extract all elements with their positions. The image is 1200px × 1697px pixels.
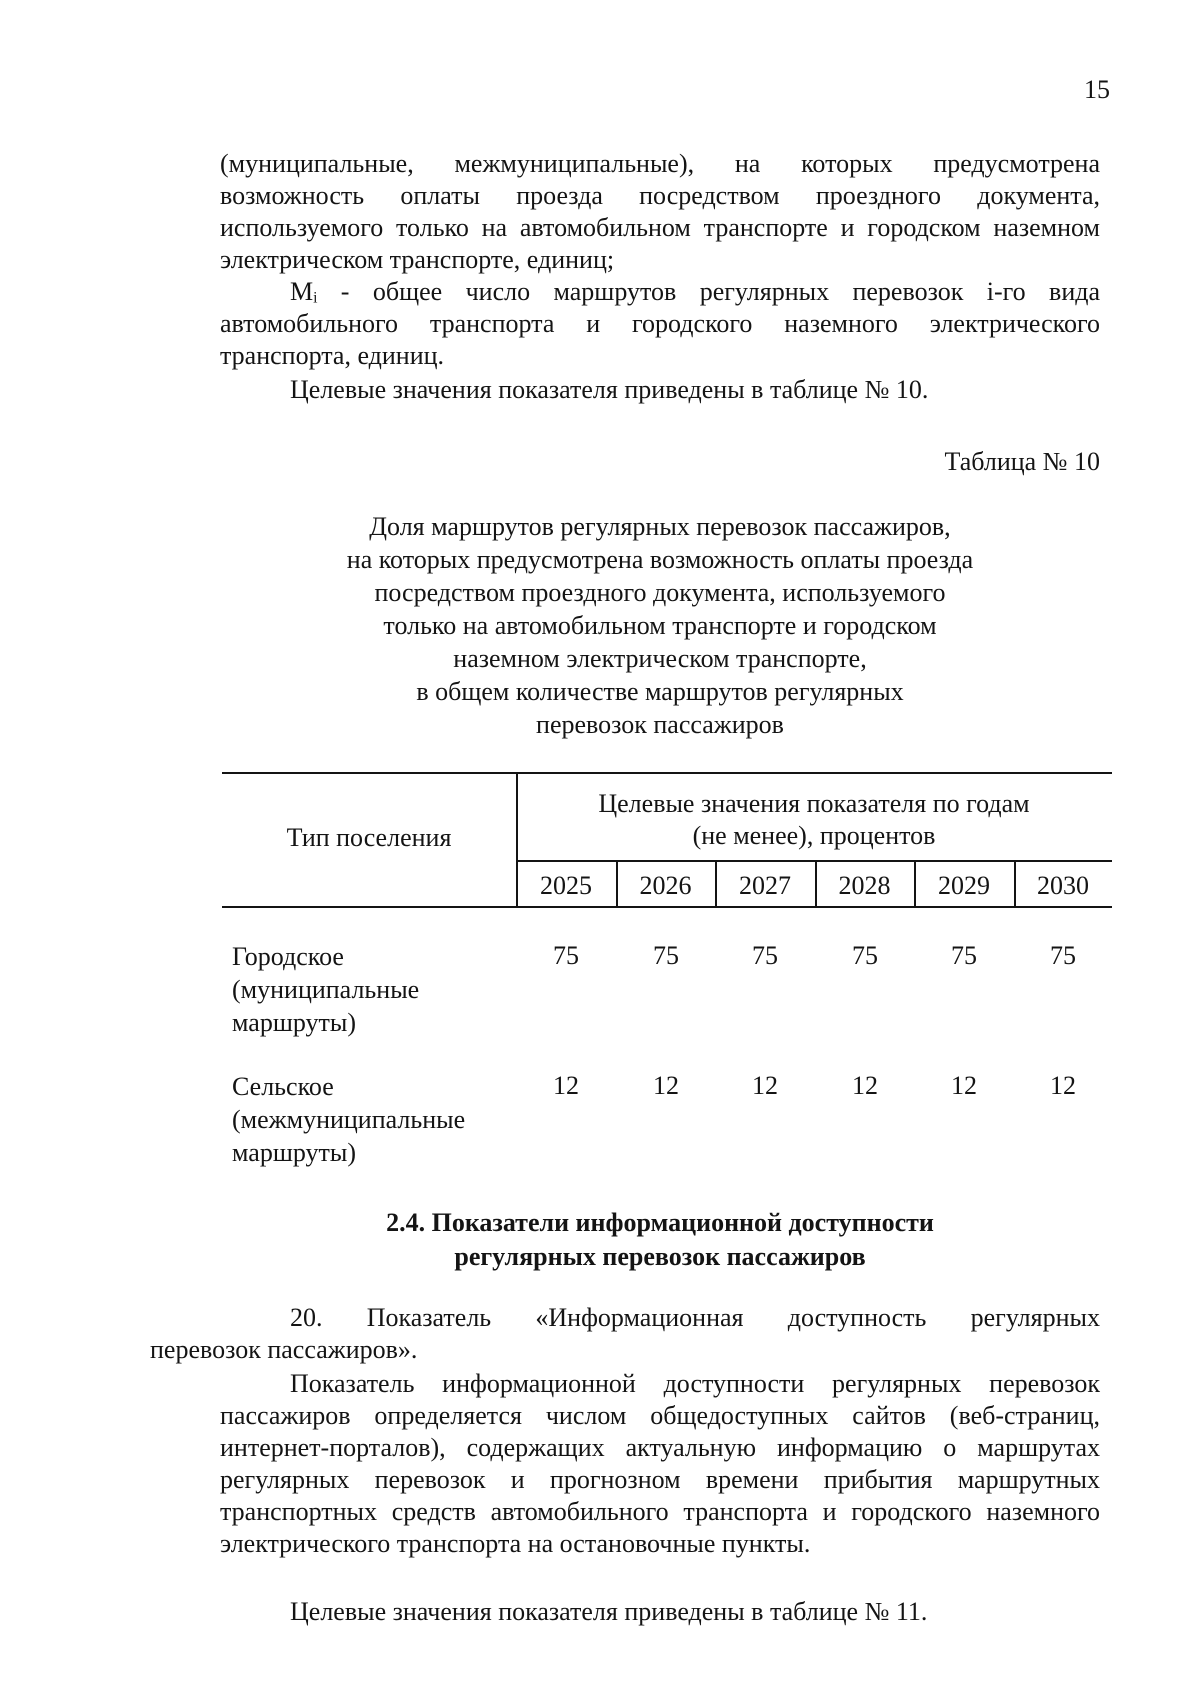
value-cell: 12 bbox=[553, 1071, 579, 1100]
header-year-2030: 2030 bbox=[1037, 871, 1089, 900]
value-cell: 12 bbox=[1050, 1071, 1076, 1100]
value-cell: 12 bbox=[951, 1071, 977, 1100]
table-top-rule bbox=[222, 772, 1112, 774]
paragraph-info-availability: Показатель информационной доступности регулярных перевозок пассажиров определяется числом общедоступных сайтов (веб-страниц, интернет-порталов), содержащих актуальную информацию о маршрутах регулярных перевозок и прогнозном времени прибытия маршрутных транспортных средств автомобильного транспорта и городского наземного электрического транспорта на остановочные пункты. bbox=[220, 1369, 1100, 1558]
row-label-line: маршруты) bbox=[232, 1138, 356, 1167]
header-year-2026: 2026 bbox=[639, 871, 692, 900]
caption-line: перевозок пассажиров bbox=[536, 710, 784, 739]
row-label-line: Сельское bbox=[232, 1072, 334, 1101]
value-cell: 12 bbox=[653, 1071, 679, 1100]
caption-line: наземном электрическом транспорте, bbox=[453, 644, 867, 673]
page-number: 15 bbox=[1084, 75, 1110, 104]
table-caption bbox=[220, 510, 1100, 741]
header-target-values-line1: Целевые значения показателя по годам bbox=[598, 789, 1030, 818]
row-label-urban bbox=[232, 940, 492, 1039]
caption-line: Доля маршрутов регулярных перевозок пассажиров, bbox=[369, 512, 951, 541]
row-label-line: маршруты) bbox=[232, 1008, 356, 1037]
section-heading-line: регулярных перевозок пассажиров bbox=[454, 1242, 866, 1271]
paragraph-definitions-continued: (муниципальные, межмуниципальные), на которых предусмотрена возможность оплаты проезда посредством проездного документа, используемого только на автомобильном транспорте и городском наземном электрическом транспорте, единиц; bbox=[220, 149, 1100, 274]
header-settlement-type: Тип поселения bbox=[286, 823, 452, 852]
row-label-rural bbox=[232, 1070, 492, 1169]
header-year-2025: 2025 bbox=[540, 871, 592, 900]
row-label-line: (муниципальные bbox=[232, 975, 420, 1004]
paragraph-mi-definition: Mᵢ - общее число маршрутов регулярных перевозок i-го вида автомобильного транспорта и городского наземного электрического транспорта, единиц. bbox=[220, 277, 1100, 370]
value-cell: 75 bbox=[951, 941, 977, 970]
caption-line: на которых предусмотрена возможность оплаты проезда bbox=[346, 545, 974, 574]
table-header-divider bbox=[516, 860, 1112, 862]
row-label-line: Городское bbox=[232, 942, 344, 971]
header-year-2029: 2029 bbox=[938, 871, 990, 900]
paragraph-target-values-ref-10: Целевые значения показателя приведены в таблице № 10. bbox=[290, 375, 929, 404]
value-cell: 75 bbox=[852, 941, 878, 970]
caption-line: посредством проездного документа, используемого bbox=[374, 578, 946, 607]
table-header-bottom-rule bbox=[222, 906, 1112, 908]
header-year-2027: 2027 bbox=[739, 871, 791, 900]
caption-line: в общем количестве маршрутов регулярных bbox=[416, 677, 904, 706]
value-cell: 75 bbox=[752, 941, 778, 970]
caption-line: только на автомобильном транспорте и городском bbox=[383, 611, 937, 640]
paragraph-line: перевозок пассажиров». bbox=[150, 1335, 418, 1364]
paragraph-target-values-ref-11: Целевые значения показателя приведены в таблице № 11. bbox=[290, 1597, 928, 1626]
section-heading-line: 2.4. Показатели информационной доступности bbox=[386, 1208, 934, 1237]
paragraph-indicator-20 bbox=[150, 1302, 1100, 1366]
value-cell: 75 bbox=[553, 941, 579, 970]
value-cell: 12 bbox=[752, 1071, 778, 1100]
section-heading bbox=[220, 1206, 1100, 1274]
table-label: Таблица № 10 bbox=[944, 447, 1100, 476]
value-cell: 12 bbox=[852, 1071, 878, 1100]
header-target-values-line2: (не менее), процентов bbox=[692, 821, 936, 850]
paragraph-line: 20. Показатель «Информационная доступность регулярных bbox=[290, 1303, 1100, 1332]
value-cell: 75 bbox=[1050, 941, 1076, 970]
header-year-2028: 2028 bbox=[838, 871, 891, 900]
row-label-line: (межмуниципальные bbox=[232, 1105, 466, 1134]
value-cell: 75 bbox=[653, 941, 679, 970]
